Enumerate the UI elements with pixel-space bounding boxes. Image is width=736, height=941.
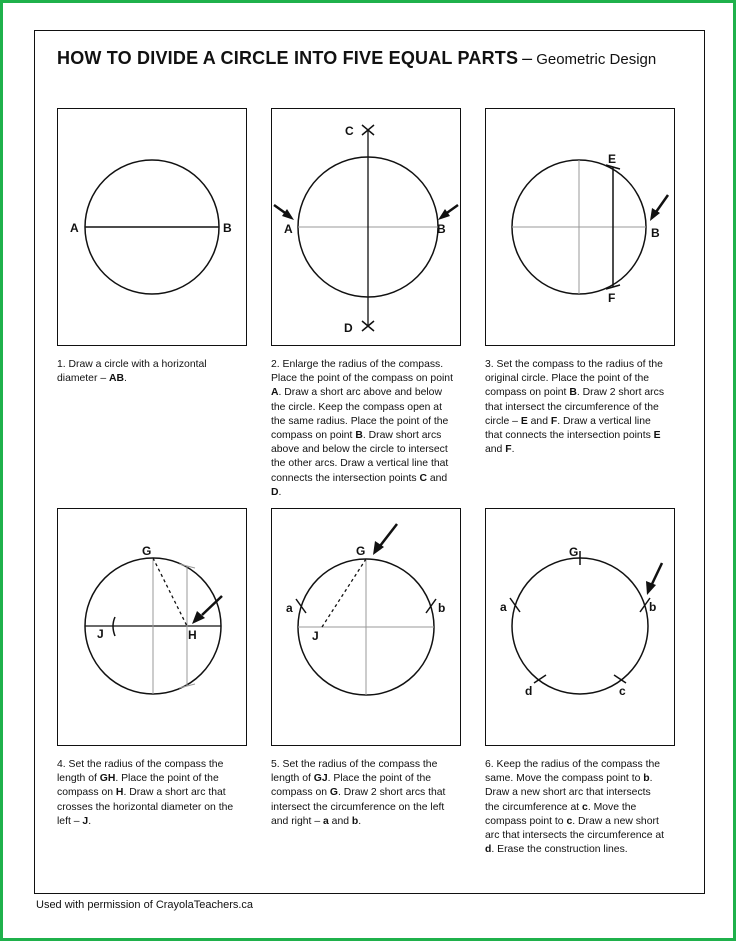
step-3-text	[485, 358, 667, 457]
circle	[512, 558, 648, 694]
label-b: B	[437, 222, 446, 236]
step-text-bold-run: F	[505, 444, 512, 456]
step-5-text	[271, 758, 453, 829]
step-text-bold-run: GH	[99, 773, 116, 785]
arrow-to-h-icon	[192, 596, 222, 624]
credit-footer: Used with permission of CrayolaTeachers.ca	[36, 899, 254, 911]
label-a: a	[286, 601, 293, 615]
step-1-text	[57, 358, 239, 386]
step-text-run: .	[88, 815, 92, 827]
label-a: A	[70, 221, 79, 235]
step-text-bold-run: D	[271, 486, 279, 498]
step-text-run: .	[124, 373, 127, 385]
arrow-to-b-icon	[438, 205, 458, 220]
label-g: G	[569, 545, 579, 559]
label-a: a	[500, 600, 507, 614]
step-text-run: 5. Set the radius of the compass the length of	[271, 759, 438, 785]
step-text-run: and	[426, 472, 448, 484]
step-text-run: 2. Enlarge the radius of the compass. Place the point of the compass on point	[271, 359, 453, 385]
label-h: H	[188, 628, 197, 642]
step-text-bold-run: c	[582, 801, 588, 813]
arrow-to-g-icon	[373, 524, 397, 555]
title-subtitle: Geometric Design	[536, 51, 657, 68]
step-text-run: . Draw a new short arc that intersects the circumference at	[485, 815, 665, 842]
step-text-bold-run: B	[355, 430, 363, 442]
label-g: G	[356, 544, 366, 558]
step-text-run: . Draw a new short arc that intersects the circumference at	[485, 773, 653, 813]
label-f: F	[608, 291, 616, 305]
step-text-bold-run: b	[643, 773, 650, 785]
step-text-run: .	[278, 486, 282, 498]
label-a: A	[284, 222, 293, 236]
step-6-diagram	[485, 508, 675, 746]
step-text-run: .	[511, 444, 515, 456]
step-text-run: . Draw a short arc above and below the circle. Keep the compass open at the same radius. Place the point of the compass on point	[271, 387, 449, 442]
step-text-bold-run: E	[520, 415, 528, 427]
arrow-to-a-icon	[274, 205, 294, 220]
step-text-bold-run: a	[323, 815, 329, 827]
step-text-run: and	[485, 444, 506, 456]
step-3-drawing	[486, 109, 674, 345]
label-d: d	[525, 684, 533, 698]
step-4-text	[57, 758, 239, 829]
step-text-run: and	[328, 815, 352, 827]
label-j: J	[312, 629, 319, 643]
step-4-drawing	[58, 509, 246, 745]
step-text-run: and	[527, 415, 551, 427]
step-text-run: 1. Draw a circle with a horizontal diameter –	[57, 359, 207, 385]
step-text-bold-run: b	[351, 815, 359, 827]
step-text-run: 6. Keep the radius of the compass the same. Move the compass point to	[485, 759, 661, 785]
label-c: c	[619, 684, 626, 698]
step-text-bold-run: AB	[108, 373, 124, 385]
step-text-run: 3. Set the compass to the radius of the original circle. Place the point of the compass on point	[485, 359, 663, 399]
label-g: G	[142, 544, 152, 558]
label-b: b	[649, 600, 657, 614]
step-text-bold-run: F	[550, 415, 558, 427]
title-main: HOW TO DIVIDE A CIRCLE INTO FIVE EQUAL PARTS	[57, 48, 519, 68]
step-text-bold-run: d	[485, 844, 492, 856]
step-1-drawing	[58, 109, 246, 345]
step-text-run: . Draw a short arc that crosses the horizontal diameter on the left –	[57, 787, 234, 827]
step-text-run: . Draw a vertical line that connects the intersection points	[485, 415, 654, 442]
step-6-text	[485, 758, 667, 857]
segment-gh	[153, 558, 187, 626]
label-e: E	[608, 152, 617, 166]
step-text-bold-run: A	[271, 387, 279, 399]
label-b: B	[223, 221, 232, 235]
step-text-run: . Place the point of the compass on	[57, 773, 219, 799]
step-text-run: . Place the point of the compass on	[271, 773, 432, 799]
step-text-run: . Erase the construction lines.	[491, 844, 628, 856]
step-text-bold-run: E	[653, 430, 661, 442]
label-d: D	[344, 321, 353, 335]
step-2-diagram	[271, 108, 461, 346]
step-1-diagram	[57, 108, 247, 346]
step-text-bold-run: H	[115, 787, 124, 799]
label-c: C	[345, 124, 354, 138]
arrow-to-b-icon	[650, 195, 668, 221]
step-5-drawing	[272, 509, 460, 745]
step-4-diagram	[57, 508, 247, 746]
step-text-bold-run: C	[419, 472, 427, 484]
step-text-run: . Move the compass point to	[485, 801, 637, 827]
arc-mark-b	[426, 599, 436, 613]
step-6-drawing	[486, 509, 674, 745]
segment-gj	[322, 559, 366, 627]
step-text-bold-run: c	[566, 815, 573, 827]
arrow-to-b-icon	[646, 563, 662, 595]
step-text-bold-run: J	[82, 815, 89, 827]
arc-mark-a	[510, 598, 520, 612]
step-text-run: .	[358, 815, 362, 827]
step-2-drawing	[272, 109, 460, 345]
step-2-text	[271, 358, 453, 500]
arc-mark-a	[296, 599, 306, 613]
step-text-bold-run: B	[569, 387, 577, 399]
title-dash: –	[522, 48, 533, 68]
label-j: J	[97, 627, 104, 641]
step-text-run: . Draw 2 short arcs that intersect the circumference on the left and right –	[271, 787, 446, 827]
label-b: b	[438, 601, 446, 615]
label-b: B	[651, 226, 660, 240]
step-text-run: 4. Set the radius of the compass the length of	[57, 759, 224, 785]
step-3-diagram	[485, 108, 675, 346]
step-text-run: . Draw 2 short arcs that intersect the circumference of the circle –	[485, 387, 665, 427]
step-text-run: . Draw short arcs above and below the circle to intersect the other arcs. Draw a vertical line that connects the intersection points	[271, 430, 449, 484]
step-text-bold-run: G	[329, 787, 339, 799]
page-title	[57, 48, 656, 69]
step-5-diagram	[271, 508, 461, 746]
step-text-bold-run: GJ	[313, 773, 328, 785]
